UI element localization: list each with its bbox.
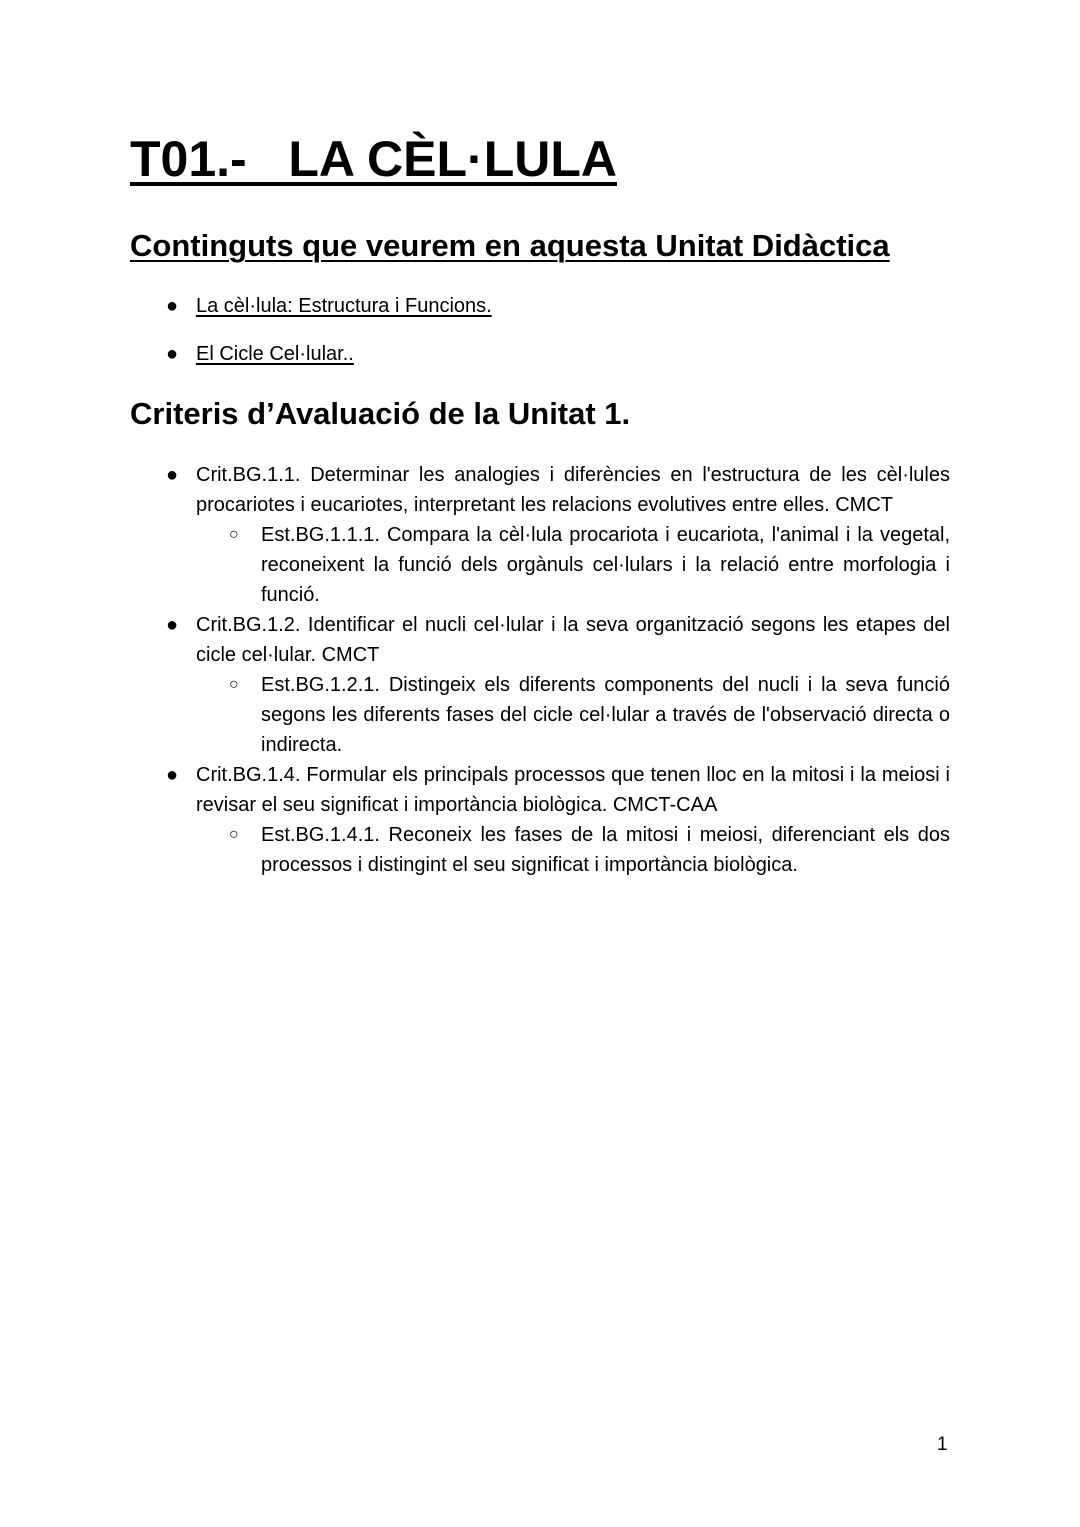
hollow-bullet-icon: ○ <box>229 676 239 693</box>
criterion-text: Crit.BG.1.1. Determinar les analogies i diferències en l'estructura de les cèl·lules procariotes i eucariotes, interpretant les relacions evolutives entre elles. CMCT <box>196 464 950 516</box>
criteria-heading: Criteris d’Avaluació de la Unitat 1. <box>130 396 631 431</box>
contents-link[interactable]: El Cicle Cel·lular.. <box>196 343 354 365</box>
bullet-icon: ● <box>166 614 179 636</box>
criteria-list <box>130 460 950 880</box>
criterion-item <box>130 760 950 880</box>
contents-item[interactable] <box>130 338 492 386</box>
bullet-icon: ● <box>166 343 179 365</box>
page-title: T01.- LA CÈL·LULA <box>130 131 618 187</box>
hollow-bullet-icon: ○ <box>229 526 239 543</box>
standard-item <box>130 820 950 880</box>
contents-link[interactable]: La cèl·lula: Estructura i Funcions. <box>196 295 492 317</box>
standard-text: Est.BG.1.1.1. Compara la cèl·lula procariota i eucariota, l'animal i la vegetal, reconeixent la funció dels orgànuls cel·lulars i la relació entre morfologia i funció. <box>261 524 950 606</box>
standard-item <box>130 520 950 610</box>
standard-text: Est.BG.1.4.1. Reconeix les fases de la mitosi i meiosi, diferenciant els dos processos i distingint el seu significat i importància biològica. <box>261 824 950 876</box>
criterion-text: Crit.BG.1.4. Formular els principals processos que tenen lloc en la mitosi i la meiosi i revisar el seu significat i importància biològica. CMCT-CAA <box>196 764 950 816</box>
bullet-icon: ● <box>166 764 179 786</box>
standard-text: Est.BG.1.2.1. Distingeix els diferents components del nucli i la seva funció segons les diferents fases del cicle cel·lular a través de l'observació directa o indirecta. <box>261 674 950 756</box>
contents-list <box>130 290 492 386</box>
criterion-item <box>130 460 950 610</box>
bullet-icon: ● <box>166 295 179 317</box>
hollow-bullet-icon: ○ <box>229 826 239 843</box>
contents-heading: Continguts que veurem en aquesta Unitat Didàctica <box>130 228 890 263</box>
criterion-item <box>130 610 950 760</box>
page-number: 1 <box>937 1434 948 1455</box>
contents-item[interactable] <box>130 290 492 338</box>
bullet-icon: ● <box>166 464 179 486</box>
standard-item <box>130 670 950 760</box>
criterion-text: Crit.BG.1.2. Identificar el nucli cel·lular i la seva organització segons les etapes del cicle cel·lular. CMCT <box>196 614 950 666</box>
